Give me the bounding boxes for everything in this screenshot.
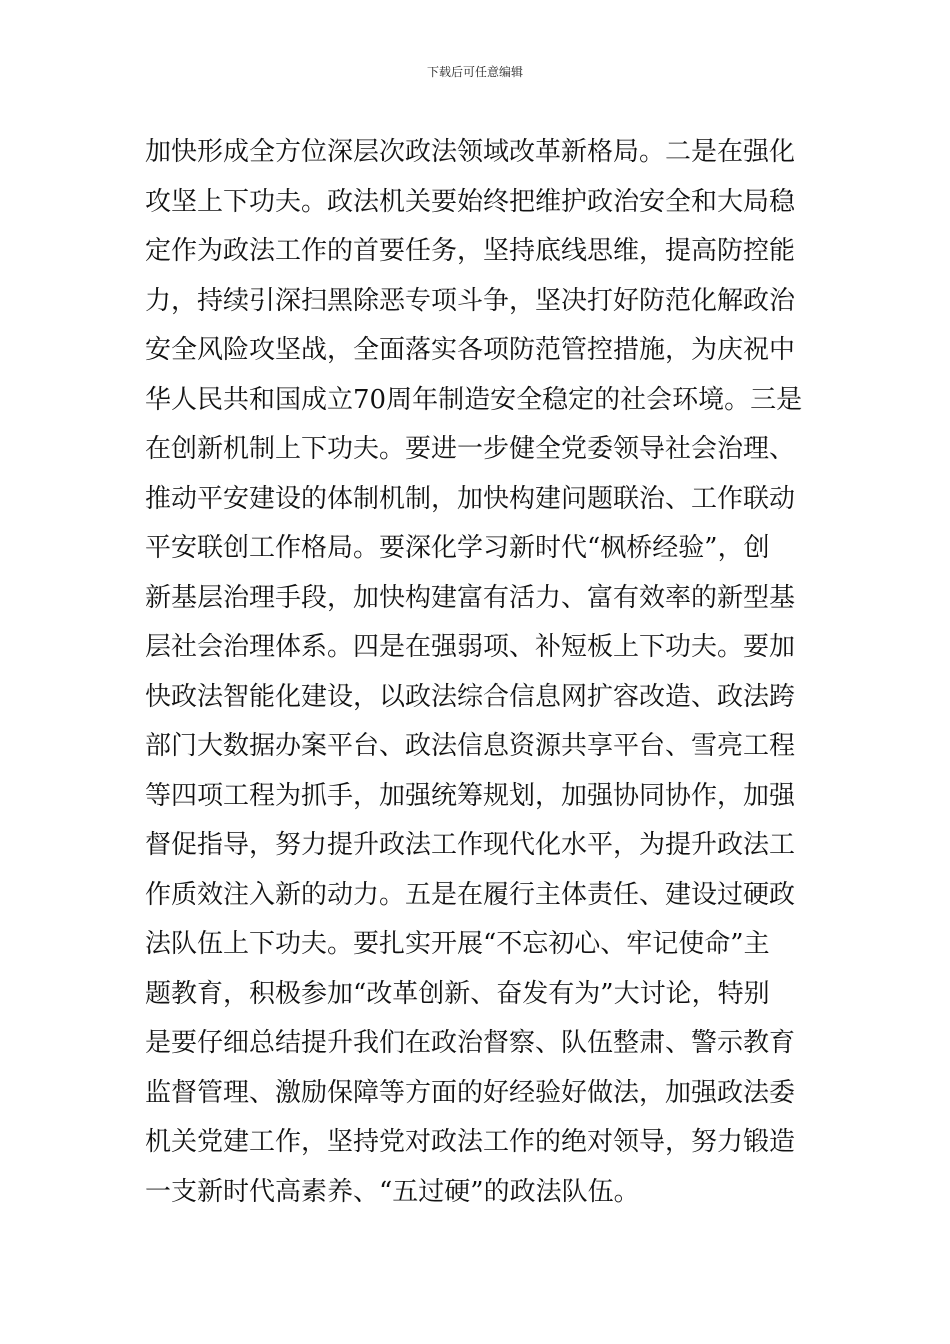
paragraph-line: 作质效注入新的动力。五是在履行主体责任、建设过硬政 bbox=[145, 879, 796, 910]
page-header: 下载后可任意编辑 bbox=[426, 65, 523, 79]
paragraph-line: 安全风险攻坚战，全面落实各项防范管控措施，为庆祝中 bbox=[145, 335, 796, 365]
paragraph-line: 监督管理、激励保障等方面的好经验好做法，加强政法委 bbox=[145, 1077, 796, 1108]
paragraph-line: 加快形成全方位深层次政法领域改革新格局。二是在强化 bbox=[145, 137, 796, 167]
paragraph-line: 等四项工程为抓手，加强统筹规划，加强协同协作，加强 bbox=[145, 780, 796, 811]
paragraph-line: 层社会治理体系。四是在强弱项、补短板上下功夫。要加 bbox=[145, 632, 796, 662]
paragraph-line: 一支新时代高素养、“五过硬”的政法队伍。 bbox=[145, 1176, 640, 1207]
paragraph-line: 快政法智能化建设，以政法综合信息网扩容改造、政法跨 bbox=[145, 681, 796, 712]
paragraph-line: 推动平安建设的体制机制，加快构建问题联治、工作联动 bbox=[145, 483, 796, 514]
paragraph-line: 力，持续引深扫黑除恶专项斗争，坚决打好防范化解政治 bbox=[145, 285, 796, 316]
paragraph-line: 法队伍上下功夫。要扎实开展“不忘初心、牢记使命”主 bbox=[145, 929, 770, 959]
paragraph-line: 华人民共和国成立70周年制造安全稳定的社会环境。三是 bbox=[145, 384, 803, 415]
paragraph-line: 平安联创工作格局。要深化学习新时代“枫桥经验”，创 bbox=[145, 533, 770, 563]
paragraph-line: 在创新机制上下功夫。要进一步健全党委领导社会治理、 bbox=[145, 434, 796, 464]
paragraph-line: 题教育，积极参加“改革创新、奋发有为”大讨论，特别 bbox=[145, 978, 770, 1009]
paragraph-line: 是要仔细总结提升我们在政治督察、队伍整肃、警示教育 bbox=[145, 1028, 796, 1058]
body-paragraph bbox=[145, 128, 815, 1217]
paragraph-line: 定作为政法工作的首要任务，坚持底线思维，提高防控能 bbox=[145, 236, 796, 266]
paragraph-line: 攻坚上下功夫。政法机关要始终把维护政治安全和大局稳 bbox=[145, 186, 796, 217]
paragraph-line: 部门大数据办案平台、政法信息资源共享平台、雪亮工程 bbox=[145, 731, 796, 761]
paragraph-line: 新基层治理手段，加快构建富有活力、富有效率的新型基 bbox=[145, 582, 796, 613]
paragraph-line: 督促指导，努力提升政法工作现代化水平，为提升政法工 bbox=[145, 830, 796, 860]
paragraph-line: 机关党建工作，坚持党对政法工作的绝对领导，努力锻造 bbox=[145, 1127, 796, 1157]
